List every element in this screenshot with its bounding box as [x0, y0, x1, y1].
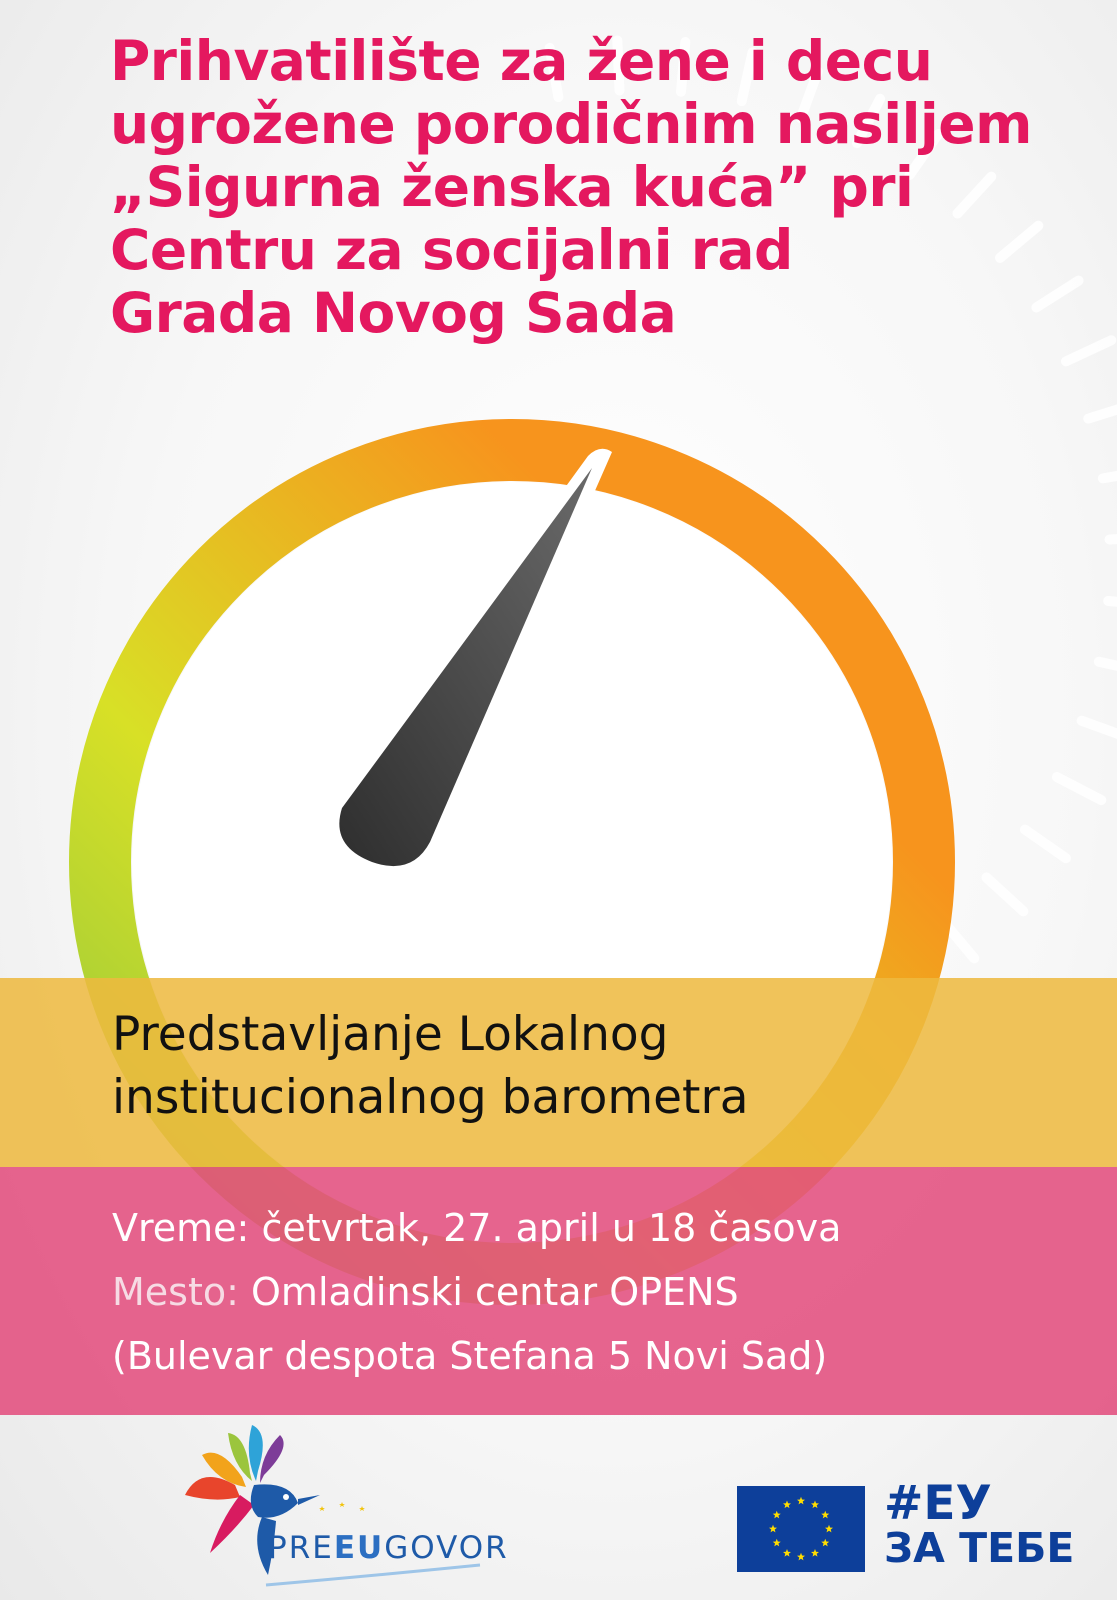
- time-value: četvrtak, 27. april u 18 časova: [261, 1206, 842, 1250]
- title-line: Grada Novog Sada: [110, 281, 677, 345]
- eu-text: EU: [333, 1530, 385, 1566]
- title-line: „Sigurna ženska kuća” pri: [110, 155, 914, 219]
- event-details: [112, 1196, 841, 1388]
- subtitle-line: Predstavljanje Lokalnog: [112, 1007, 669, 1062]
- event-place: [112, 1260, 841, 1324]
- time-label: Vreme:: [112, 1206, 250, 1250]
- subtitle-line: institucionalnog barometra: [112, 1070, 749, 1125]
- event-time: [112, 1196, 841, 1260]
- preugovor-wordmark: [268, 1530, 509, 1566]
- title-line: Centru za socijalni rad: [110, 218, 793, 282]
- eu-hashtag: [884, 1476, 1075, 1572]
- govor-text: GOVOR: [384, 1530, 509, 1566]
- eu-hashtag-line1: #ЕУ: [884, 1476, 992, 1531]
- eu-flag-icon: [737, 1486, 865, 1572]
- eu-hashtag-line2: ЗА ТЕБЕ: [884, 1524, 1075, 1572]
- pre-text: PRE: [268, 1530, 334, 1566]
- place-value: Omladinski centar OPENS: [251, 1270, 739, 1314]
- title-line: ugrožene porodičnim nasiljem: [110, 92, 1032, 156]
- event-address: (Bulevar despota Stefana 5 Novi Sad): [112, 1334, 828, 1378]
- title-line: Prihvatilište za žene i decu: [110, 29, 933, 93]
- event-subtitle: [112, 1003, 749, 1129]
- place-label: Mesto:: [112, 1270, 239, 1314]
